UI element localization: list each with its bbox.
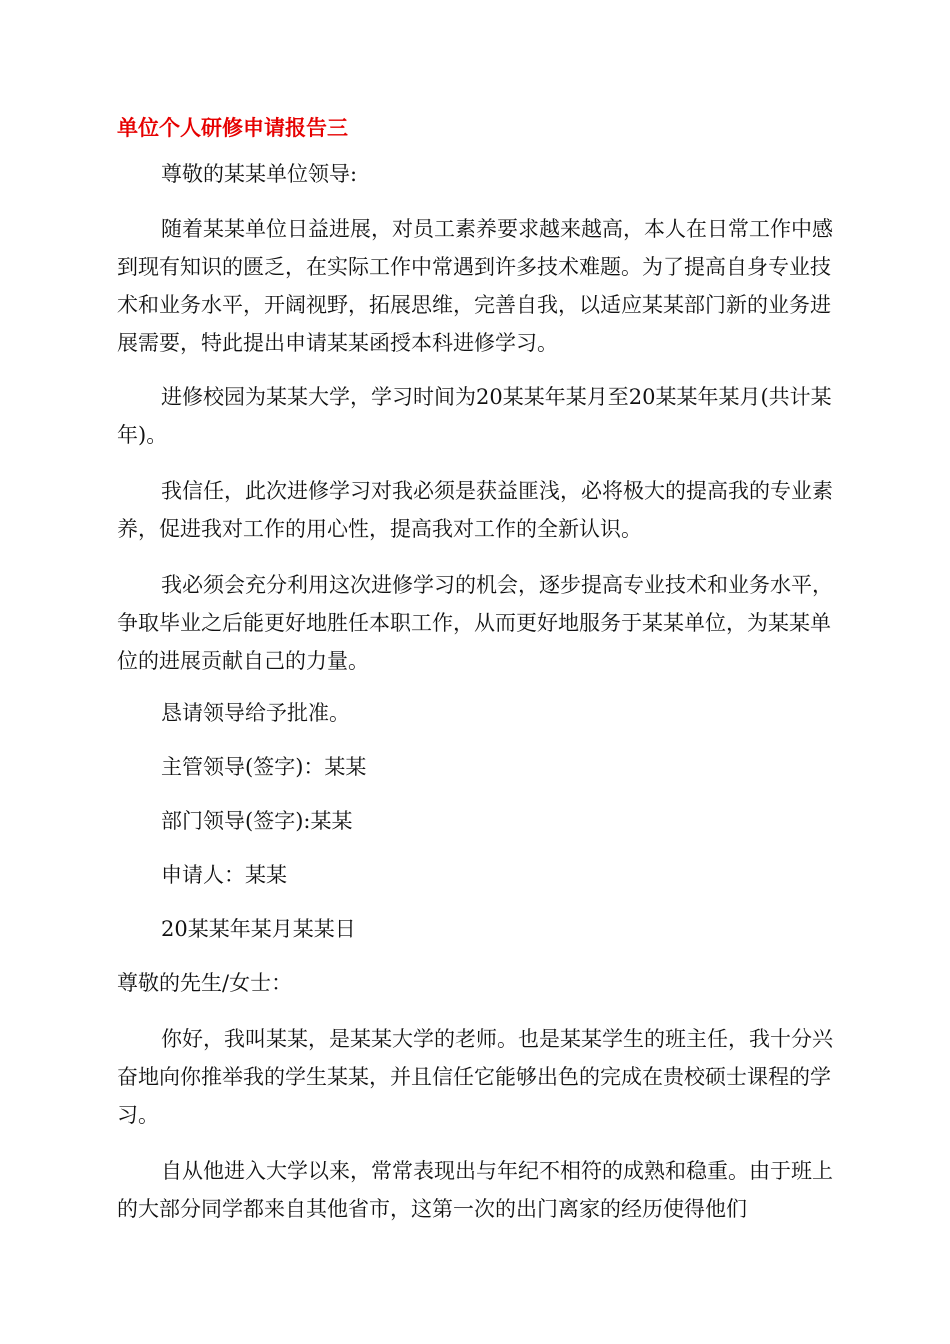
signature-applicant: 申请人：某某: [161, 863, 287, 887]
paragraph-6: 你好，我叫某某，是某某大学的老师。也是某某学生的班主任，我十分兴奋地向你推举我的学生某某，并且信任它能够出色的完成在贵校硕士课程的学习。: [117, 1027, 833, 1127]
signature-department: 部门领导(签字):某某: [161, 809, 353, 833]
signature-date: 20某某年某月某某日: [161, 917, 356, 941]
signature-supervisor: 主管领导(签字)：某某: [161, 755, 367, 779]
paragraph-4: 我必须会充分利用这次进修学习的机会，逐步提高专业技术和业务水平，争取毕业之后能更好地胜任本职工作，从而更好地服务于某某单位，为某某单位的进展贡献自己的力量。: [117, 573, 833, 673]
paragraph-5: 恳请领导给予批准。: [161, 701, 350, 725]
paragraph-7: 自从他进入大学以来，常常表现出与年纪不相符的成熟和稳重。由于班上的大部分同学都来自其他省市，这第一次的出门离家的经历使得他们: [117, 1159, 833, 1221]
document-title: 单位个人研修申请报告三: [117, 116, 348, 140]
paragraph-3: 我信任，此次进修学习对我必须是获益匪浅，必将极大的提高我的专业素养，促进我对工作的用心性，提高我对工作的全新认识。: [117, 479, 833, 541]
paragraph-1: 随着某某单位日益进展，对员工素养要求越来越高，本人在日常工作中感到现有知识的匮乏，在实际工作中常遇到许多技术难题。为了提高自身专业技术和业务水平，开阔视野，拓展思维，完善自我，以适应某某部门新的业务进展需要，特此提出申请某某函授本科进修学习。: [117, 217, 833, 355]
salutation: 尊敬的某某单位领导:: [161, 162, 358, 186]
salutation-2: 尊敬的先生/女士：: [117, 971, 293, 995]
paragraph-2: 进修校园为某某大学，学习时间为20某某年某月至20某某年某月(共计某年)。: [117, 385, 832, 447]
